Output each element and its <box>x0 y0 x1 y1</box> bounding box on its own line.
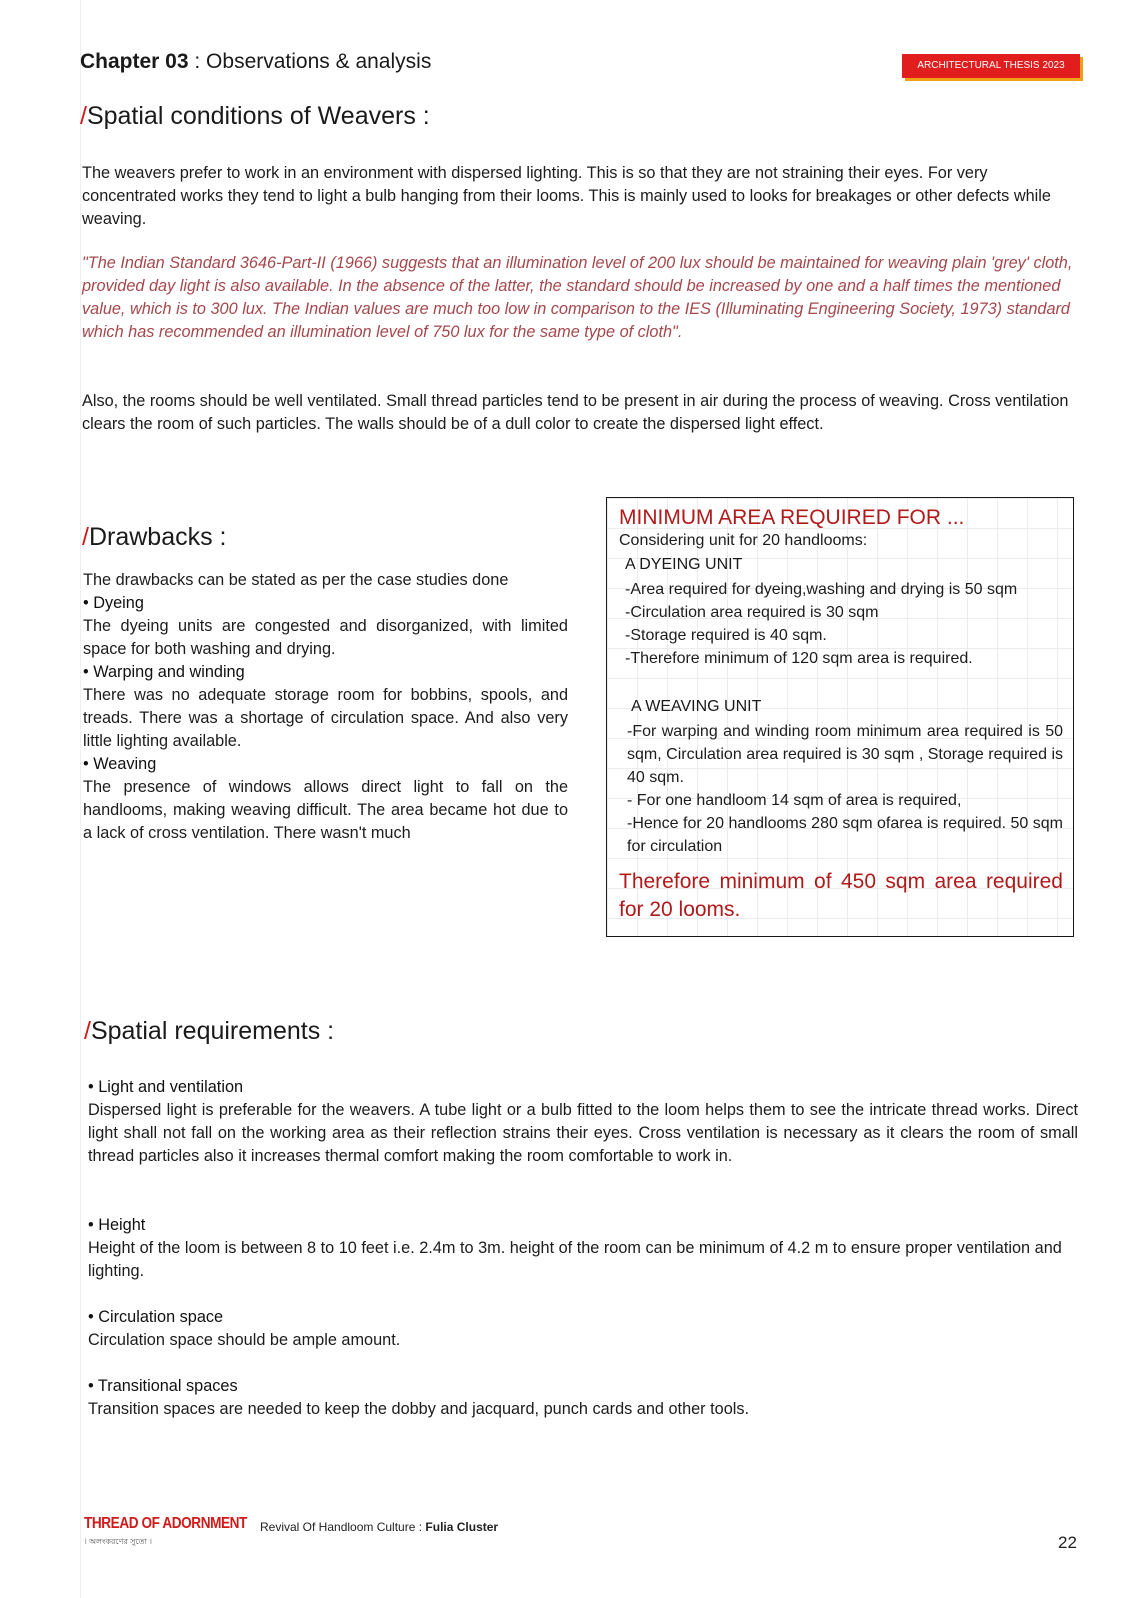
box-conclusion: Therefore minimum of 450 sqm area required for 20 looms. <box>619 870 1063 921</box>
footer-project-title <box>260 1520 498 1534</box>
requirement-title: • Transitional spaces <box>88 1377 238 1395</box>
section-heading-spatial-conditions <box>80 102 430 131</box>
drawback-item-title: • Dyeing <box>83 594 144 612</box>
section-title: Spatial requirements : <box>90 1017 335 1045</box>
drawback-item-text: The presence of windows allows direct light to fall on the handlooms, making weaving difficult. The area became hot due to a lack of cross ventilation. There wasn't much <box>83 778 568 842</box>
slash-mark: / <box>82 523 89 551</box>
section-title: Drawbacks : <box>88 523 227 551</box>
quote-standard: "The Indian Standard 3646-Part-II (1966) suggests that an illumination level of 200 lux should be maintained for weaving plain 'grey' cloth, provided day light is also available. In the absence of the latter, the standard should be increased by one and a half times the mentioned value, which is to 300 lux. The Indian values are much too low in comparison to the IES (Illuminating Engineering Society, 1973) standard which has recommended an illumination level of 750 lux for the same type of cloth". <box>82 254 1073 341</box>
paragraph-intro: The weavers prefer to work in an environment with dispersed lighting. This is so that they are not straining their eyes. For very concentrated works they tend to light a bulb hanging from their looms. This is mainly used to looks for breakages or other defects while weaving. <box>82 164 1051 228</box>
section-heading-requirements <box>84 1017 334 1046</box>
footer-brand-logo: THREAD OF ADORNMENT <box>84 1515 247 1532</box>
chapter-title: : Observations & analysis <box>188 50 432 73</box>
page-number: 22 <box>1058 1533 1077 1552</box>
requirement-height <box>88 1214 1078 1283</box>
requirement-title: • Circulation space <box>88 1308 224 1326</box>
requirement-transitional <box>88 1375 1078 1421</box>
section-heading-drawbacks <box>82 523 227 552</box>
dyeing-line: -Circulation area required is 30 sqm <box>625 604 879 621</box>
dyeing-unit-details <box>625 578 1063 670</box>
slash-mark: / <box>80 102 87 130</box>
dyeing-line: -Storage required is 40 sqm. <box>625 627 827 644</box>
dyeing-line: -Area required for dyeing,washing and drying is 50 sqm <box>625 581 1018 598</box>
chapter-header <box>80 50 431 74</box>
requirement-text: Transition spaces are needed to keep the dobby and jacquard, punch cards and other tools. <box>88 1400 750 1418</box>
drawback-item-title: • Warping and winding <box>83 663 245 681</box>
footer-cluster: Fulia Cluster <box>425 1520 499 1534</box>
box-subtitle: Considering unit for 20 handlooms: <box>619 532 868 549</box>
requirement-title: • Height <box>88 1216 146 1234</box>
dyeing-line: -Therefore minimum of 120 sqm area is required. <box>625 650 973 667</box>
requirement-text: Dispersed light is preferable for the weavers. A tube light or a bulb fitted to the loom helps them to see the intricate thread works. Direct light shall not fall on the working area as their reflection strains their eyes. Cross ventilation is necessary as it clears the room of small thread particles also it increases thermal comfort making the room comfortable to work in. <box>88 1101 1078 1165</box>
footer-brand-subtitle: । অলংকরণের সুতো । <box>84 1537 152 1546</box>
thesis-tag: ARCHITECTURAL THESIS 2023 <box>902 54 1080 78</box>
slash-mark: / <box>84 1017 91 1045</box>
drawbacks-intro: The drawbacks can be stated as per the case studies done <box>83 571 509 589</box>
footer-subtitle: Revival Of Handloom Culture : <box>260 1520 426 1534</box>
requirement-text: Height of the loom is between 8 to 10 feet i.e. 2.4m to 3m. height of the room can be minimum of 4.2 m to ensure proper ventilation and lighting. <box>88 1239 1062 1280</box>
minimum-area-box <box>606 497 1074 937</box>
paragraph-ventilation: Also, the rooms should be well ventilated. Small thread particles tend to be present in air during the process of weaving. Cross ventilation clears the room of such particles. The walls should be of a dull color to create the dispersed light effect. <box>82 392 1069 433</box>
section-title: Spatial conditions of Weavers : <box>86 102 430 130</box>
requirement-text: Circulation space should be ample amount. <box>88 1331 401 1349</box>
box-title: MINIMUM AREA REQUIRED FOR ... <box>619 506 965 529</box>
weaving-line: - For one handloom 14 sqm of area is required, <box>627 792 962 809</box>
drawback-item-text: The dyeing units are congested and disorganized, with limited space for both washing and drying. <box>83 617 568 658</box>
weaving-unit-details <box>627 720 1063 858</box>
weaving-line: -For warping and winding room minimum area required is 50 sqm, Circulation area required is 30 sqm , Storage required is 40 sqm. <box>627 723 1063 786</box>
drawbacks-body <box>83 569 568 845</box>
drawback-item-text: There was no adequate storage room for bobbins, spools, and treads. There was a shortage of circulation space. And also very little lighting available. <box>83 686 568 750</box>
requirement-light <box>88 1076 1078 1168</box>
drawback-item-title: • Weaving <box>83 755 157 773</box>
weaving-unit-heading: A WEAVING UNIT <box>631 698 762 715</box>
dyeing-unit-heading: A DYEING UNIT <box>625 556 743 573</box>
margin-line <box>80 0 81 1598</box>
requirement-title: • Light and ventilation <box>88 1078 244 1096</box>
requirement-circulation <box>88 1306 1078 1352</box>
weaving-line: -Hence for 20 handlooms 280 sqm ofarea is required. 50 sqm for circulation <box>627 815 1063 855</box>
chapter-number: Chapter 03 <box>80 50 189 73</box>
